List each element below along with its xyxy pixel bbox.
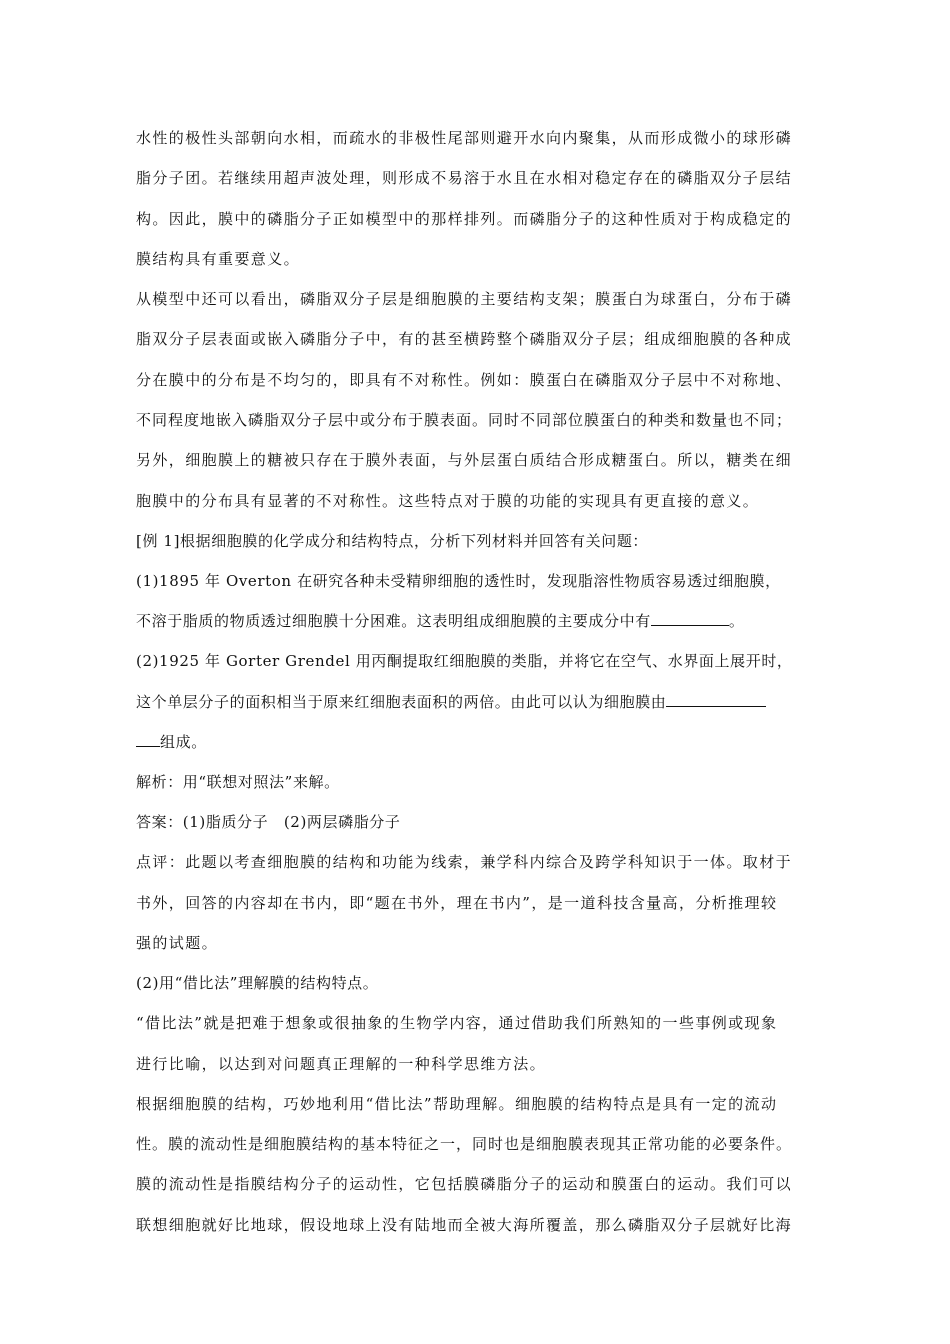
answer-blank <box>651 611 729 626</box>
question-text: 这个单层分子的面积相当于原来红细胞表面积的两倍。由此可以认为细胞膜由 <box>136 693 667 711</box>
question-text-end: 。 <box>728 612 745 630</box>
question-line: (2)1925 年 Gorter Grendel 用丙酮提取红细胞膜的类脂，并将它在空气、水界面上展开时， <box>136 652 793 670</box>
paragraph-line: 膜结构具有重要意义。 <box>136 250 301 268</box>
paragraph-line: 脂分子团。若继续用超声波处理，则形成不易溶于水且在水相对稳定存在的磷脂双分子层结 <box>136 169 793 187</box>
question-text: 不溶于脂质的物质透过细胞膜十分困难。这表明组成细胞膜的主要成分中有 <box>136 612 651 630</box>
paragraph-line: 联想细胞就好比地球，假设地球上没有陆地而全被大海所覆盖，那么磷脂双分子层就好比海 <box>136 1216 793 1234</box>
comment-line: 点评：此题以考查细胞膜的结构和功能为线索，兼学科内综合及跨学科知识于一体。取材于 <box>136 853 793 871</box>
paragraph-line: 分在膜中的分布是不均匀的，即具有不对称性。例如：膜蛋白在磷脂双分子层中不对称地、 <box>136 371 793 389</box>
example-heading: [例 1]根据细胞膜的化学成分和结构特点，分析下列材料并回答有关问题： <box>136 532 649 550</box>
paragraph-line: 进行比喻，以达到对问题真正理解的一种科学思维方法。 <box>136 1055 547 1073</box>
comment-line: 强的试题。 <box>136 934 219 952</box>
question-line <box>136 611 744 631</box>
analysis-line: 解析：用“联想对照法”来解。 <box>136 773 340 791</box>
paragraph-line: 胞膜中的分布具有显著的不对称性。这些特点对于膜的功能的实现具有更直接的意义。 <box>136 492 760 510</box>
comment-line: 书外，回答的内容却在书内，即“题在书外，理在书内”，是一道科技含量高，分析推理较 <box>136 894 778 912</box>
paragraph-line: 膜的流动性是指膜结构分子的运动性，它包括膜磷脂分子的运动和膜蛋白的运动。我们可以 <box>136 1175 793 1193</box>
answer-blank <box>666 692 766 707</box>
paragraph-line: 构。因此，膜中的磷脂分子正如模型中的那样排列。而磷脂分子的这种性质对于构成稳定的 <box>136 210 793 228</box>
section-heading: (2)用“借比法”理解膜的结构特点。 <box>136 974 379 992</box>
question-line <box>136 692 766 712</box>
question-line <box>136 732 207 752</box>
answer-blank <box>136 732 160 747</box>
paragraph-line: 不同程度地嵌入磷脂双分子层中或分布于膜表面。同时不同部位膜蛋白的种类和数量也不同； <box>136 411 793 429</box>
paragraph-line: 水性的极性头部朝向水相，而疏水的非极性尾部则避开水向内聚集，从而形成微小的球形磷 <box>136 129 793 147</box>
paragraph-line: “借比法”就是把难于想象或很抽象的生物学内容，通过借助我们所熟知的一些事例或现象 <box>136 1014 778 1032</box>
paragraph-line: 根据细胞膜的结构，巧妙地利用“借比法”帮助理解。细胞膜的结构特点是具有一定的流动 <box>136 1095 778 1113</box>
question-line: (1)1895 年 Overton 在研究各种未受精卵细胞的透性时，发现脂溶性物质容易透过细胞膜， <box>136 572 781 590</box>
paragraph-line: 另外，细胞膜上的糖被只存在于膜外表面，与外层蛋白质结合形成糖蛋白。所以，糖类在细 <box>136 451 793 469</box>
paragraph-line: 从模型中还可以看出，磷脂双分子层是细胞膜的主要结构支架；膜蛋白为球蛋白，分布于磷 <box>136 290 793 308</box>
answer-line: 答案：(1)脂质分子 (2)两层磷脂分子 <box>136 813 401 831</box>
paragraph-line: 性。膜的流动性是细胞膜结构的基本特征之一，同时也是细胞膜表现其正常功能的必要条件。 <box>136 1135 793 1153</box>
paragraph-line: 脂双分子层表面或嵌入磷脂分子中，有的甚至横跨整个磷脂双分子层；组成细胞膜的各种成 <box>136 330 793 348</box>
question-text: 组成。 <box>160 733 207 751</box>
